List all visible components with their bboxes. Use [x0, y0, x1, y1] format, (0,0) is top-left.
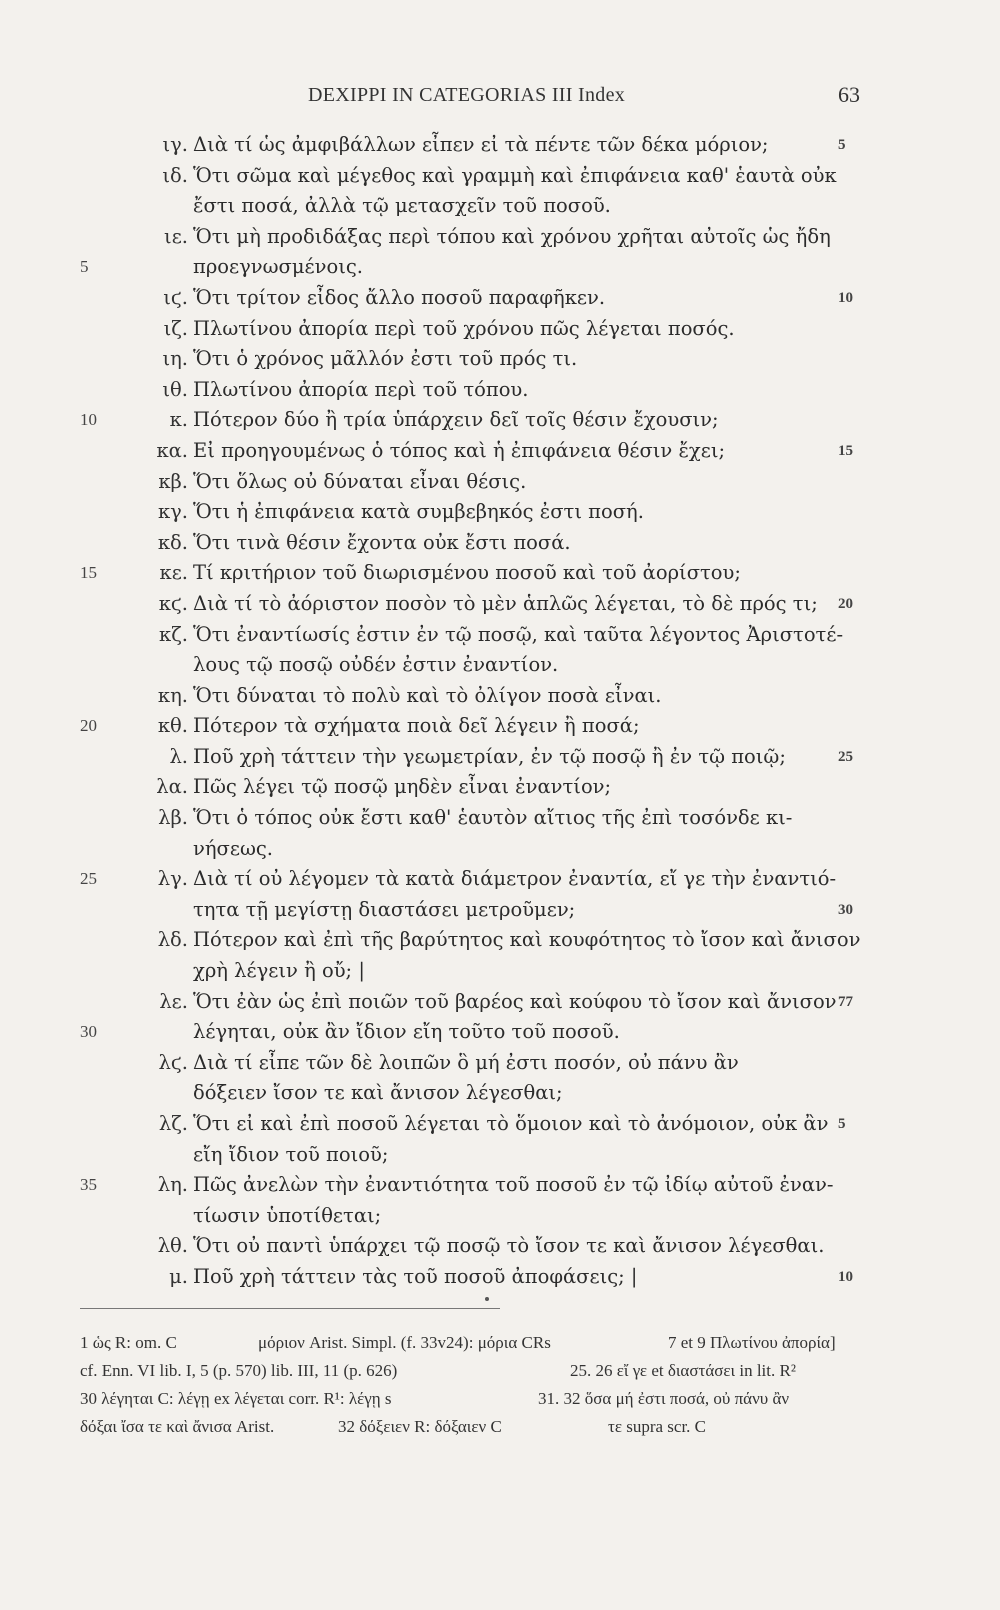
index-line — [0, 589, 1000, 620]
entry-number: κη. — [157, 683, 188, 707]
line-number-right: 20 — [838, 595, 853, 612]
index-line — [0, 1048, 1000, 1079]
line-number-left: 35 — [80, 1175, 97, 1195]
index-line — [0, 222, 1000, 253]
line-number-right: 5 — [838, 1116, 846, 1132]
entry-number: κζ. — [159, 622, 188, 646]
footnote-line — [80, 1357, 880, 1385]
line-number-right: 10 — [838, 289, 853, 306]
entry-text: Πότερον τὰ σχήματα ποιὰ δεῖ λέγειν ἢ ποσά; — [193, 714, 640, 738]
index-line — [0, 650, 1000, 681]
entry-text: Διὰ τί τὸ ἀόριστον ποσὸν τὸ μὲν ἁπλῶς λέγεται, τὸ δὲ πρός τι; — [193, 591, 818, 615]
index-line — [0, 1201, 1000, 1232]
index-line — [0, 772, 1000, 803]
entry-text: Διὰ τί οὐ λέγομεν τὰ κατὰ διάμετρον ἐναντία, εἴ γε τὴν ἐναντιό- — [193, 867, 837, 891]
entry-number: κβ. — [158, 469, 188, 493]
entry-number: λβ. — [158, 806, 188, 830]
entry-text: Ὅτι ἐὰν ὡς ἐπὶ ποιῶν τοῦ βαρέος καὶ κούφου τὸ ἴσον καὶ ἄνισον — [193, 989, 837, 1013]
entry-text: Ὅτι σῶμα καὶ μέγεθος καὶ γραμμὴ καὶ ἐπιφάνεια καθ' ἑαυτὰ οὐκ — [193, 163, 837, 187]
entry-text: χρὴ λέγειν ἢ οὔ; | — [193, 959, 365, 983]
entry-text: προεγνωσμένοις. — [193, 255, 363, 279]
entry-text: τίωσιν ὑποτίθεται; — [193, 1203, 382, 1227]
entry-number: ιδ. — [162, 163, 188, 187]
entry-text: νήσεως. — [193, 836, 273, 860]
index-line — [0, 1140, 1000, 1171]
entry-text: Ὅτι τινὰ θέσιν ἔχοντα οὐκ ἔστι ποσά. — [193, 530, 571, 554]
line-number-left: 5 — [80, 257, 89, 277]
entry-text: Πότερον δύο ἢ τρία ὑπάρχειν δεῖ τοῖς θέσιν ἔχουσιν; — [193, 408, 719, 432]
footnote-line — [80, 1329, 880, 1357]
entry-number: λδ. — [157, 928, 188, 952]
entry-number: λη. — [157, 1173, 188, 1197]
entry-number: κϛ. — [158, 591, 188, 615]
entry-text: Πλωτίνου ἀπορία περὶ τοῦ χρόνου πῶς λέγεται ποσός. — [193, 316, 735, 340]
entry-number: κα. — [156, 438, 188, 462]
footnotes — [80, 1329, 880, 1441]
index-line — [0, 895, 1000, 926]
index-line — [0, 987, 1000, 1018]
index-line — [0, 834, 1000, 865]
entry-number: λγ. — [157, 867, 188, 891]
line-number-left: 30 — [80, 1022, 97, 1042]
entry-number: λε. — [159, 989, 188, 1013]
footnote-segment: μόριον Arist. Simpl. (f. 33v24): μόρια CRs — [258, 1333, 551, 1352]
entry-text: λέγηται, οὐκ ἂν ἴδιον εἴη τοῦτο τοῦ ποσοῦ. — [193, 1020, 620, 1044]
entry-number: κγ. — [157, 500, 188, 524]
entry-number: λθ. — [157, 1234, 188, 1258]
line-number-right: 15 — [838, 442, 853, 459]
entry-text: Ὅτι οὐ παντὶ ὑπάρχει τῷ ποσῷ τὸ ἴσον τε καὶ ἄνισον λέγεσθαι. — [193, 1234, 825, 1258]
page-header — [0, 84, 1000, 114]
entry-number: ιγ. — [162, 133, 188, 156]
index-line — [0, 711, 1000, 742]
entry-text: τητα τῇ μεγίστῃ διαστάσει μετροῦμεν; — [193, 897, 576, 921]
index-line — [0, 1231, 1000, 1262]
index-line — [0, 375, 1000, 406]
index-line — [0, 1262, 1000, 1293]
line-number-right: 77 — [838, 993, 853, 1010]
index-line — [0, 191, 1000, 222]
line-number-right: 30 — [838, 901, 853, 918]
index-line — [0, 252, 1000, 283]
entry-text: Πότερον καὶ ἐπὶ τῆς βαρύτητος καὶ κουφότητος τὸ ἴσον καὶ ἄνισον — [193, 928, 861, 952]
entry-number: κ. — [169, 408, 188, 432]
entry-number: ιη. — [162, 347, 188, 371]
index-line — [0, 283, 1000, 314]
footnote-segment: 25. 26 εἴ γε et διαστάσει in lit. R² — [570, 1361, 796, 1380]
entry-number: λζ. — [158, 1112, 188, 1135]
index-entries — [0, 130, 1000, 1293]
index-line — [0, 405, 1000, 436]
index-line — [0, 803, 1000, 834]
entry-text: Ποῦ χρὴ τάττειν τὰς τοῦ ποσοῦ ἀποφάσεις; | — [193, 1264, 638, 1288]
footnote-segment: τε supra scr. C — [608, 1417, 707, 1436]
entry-text: Ὅτι ἡ ἐπιφάνεια κατὰ συμβεβηκός ἐστι ποσή. — [193, 500, 644, 524]
entry-text: Διὰ τί ὡς ἀμφιβάλλων εἶπεν εἰ τὰ πέντε τῶν δέκα μόριον; — [193, 133, 769, 156]
index-line — [0, 864, 1000, 895]
entry-text: Ὅτι τρίτον εἶδος ἄλλο ποσοῦ παραφῆκεν. — [193, 285, 606, 309]
entry-text: Διὰ τί εἶπε τῶν δὲ λοιπῶν ὃ μή ἐστι ποσόν, οὐ πάνυ ἂν — [193, 1050, 739, 1074]
line-number-right: 10 — [838, 1268, 853, 1285]
entry-text: λους τῷ ποσῷ οὐδέν ἐστιν ἐναντίον. — [193, 653, 559, 677]
entry-number: λϛ. — [158, 1050, 188, 1074]
footnote-segment: 31. 32 ὅσα μή ἐστι ποσά, οὐ πάνυ ἂν — [538, 1389, 790, 1408]
entry-text: δόξειεν ἴσον τε καὶ ἄνισον λέγεσθαι; — [193, 1081, 563, 1105]
footnote-line — [80, 1413, 880, 1441]
entry-number: λα. — [156, 775, 188, 799]
index-line — [0, 344, 1000, 375]
index-line — [0, 528, 1000, 559]
index-line — [0, 436, 1000, 467]
line-number-right: 5 — [838, 137, 846, 153]
entry-text: Ὅτι ἐναντίωσίς ἐστιν ἐν τῷ ποσῷ, καὶ ταῦτα λέγοντος Ἀριστοτέ- — [193, 622, 844, 646]
entry-text: Πῶς ἀνελὼν τὴν ἐναντιότητα τοῦ ποσοῦ ἐν τῷ ἰδίῳ αὐτοῦ ἐναν- — [193, 1173, 834, 1197]
entry-number: μ. — [169, 1264, 188, 1288]
index-line — [0, 620, 1000, 651]
entry-number: κε. — [159, 561, 188, 585]
entry-text: ἔστι ποσά, ἀλλὰ τῷ μετασχεῖν τοῦ ποσοῦ. — [193, 194, 611, 218]
line-number-left: 15 — [80, 563, 97, 583]
index-line — [0, 1078, 1000, 1109]
entry-text: Πλωτίνου ἀπορία περὶ τοῦ τόπου. — [193, 377, 529, 401]
footnote-segment: cf. Enn. VI lib. I, 5 (p. 570) lib. III, 11 (p. 626) — [80, 1361, 398, 1380]
footnote-segment: δόξαι ἴσα τε καὶ ἄνισα Arist. — [80, 1417, 275, 1436]
line-number-right: 25 — [838, 748, 853, 765]
entry-number: ιζ. — [163, 316, 188, 340]
footnote-line — [80, 1385, 880, 1413]
index-line — [0, 130, 1000, 161]
entry-text: Πῶς λέγει τῷ ποσῷ μηδὲν εἶναι ἐναντίον; — [193, 775, 612, 799]
line-number-left: 10 — [80, 410, 97, 430]
index-line — [0, 558, 1000, 589]
entry-number: ιε. — [164, 224, 188, 248]
entry-text: Ὅτι ὅλως οὐ δύναται εἶναι θέσις. — [193, 469, 527, 493]
index-line — [0, 1170, 1000, 1201]
index-line — [0, 314, 1000, 345]
entry-text: εἴη ἴδιον τοῦ ποιοῦ; — [193, 1142, 389, 1166]
entry-text: Ποῦ χρὴ τάττειν τὴν γεωμετρίαν, ἐν τῷ ποσῷ ἢ ἐν τῷ ποιῷ; — [193, 744, 786, 768]
entry-number: ιϛ. — [163, 285, 188, 309]
entry-text: Ὅτι ὁ τόπος οὐκ ἔστι καθ' ἑαυτὸν αἴτιος τῆς ἐπὶ τοσόνδε κι- — [193, 806, 793, 830]
entry-number: κδ. — [157, 530, 188, 554]
index-line — [0, 161, 1000, 192]
index-line — [0, 1017, 1000, 1048]
index-line — [0, 956, 1000, 987]
entry-number: λ. — [169, 744, 188, 768]
entry-text: Τί κριτήριον τοῦ διωρισμένου ποσοῦ καὶ τοῦ ἀορίστου; — [193, 561, 741, 585]
index-line — [0, 467, 1000, 498]
entry-text: Ὅτι δύναται τὸ πολὺ καὶ τὸ ὀλίγον ποσὰ εἶναι. — [193, 683, 662, 707]
entry-number: ιθ. — [162, 377, 188, 401]
footnote-segment: 1 ὡς R: om. C — [80, 1333, 177, 1352]
footnote-segment: 30 λέγηται C: λέγῃ ex λέγεται corr. R¹: λέγῃ s — [80, 1389, 392, 1408]
line-number-left: 25 — [80, 869, 97, 889]
index-line — [0, 681, 1000, 712]
running-title: DEXIPPI IN CATEGORIAS III Index — [308, 84, 626, 106]
entry-text: Ὅτι ὁ χρόνος μᾶλλόν ἐστι τοῦ πρός τι. — [193, 347, 578, 371]
entry-text: Ὅτι μὴ προδιδάξας περὶ τόπου καὶ χρόνου χρῆται αὐτοῖς ὡς ἤδη — [193, 224, 831, 248]
index-line — [0, 1109, 1000, 1140]
footnote-rule — [80, 1308, 500, 1309]
line-number-left: 20 — [80, 716, 97, 736]
footnote-ornament — [485, 1297, 489, 1301]
footnote-segment: 7 et 9 Πλωτίνου ἀπορία] — [668, 1333, 836, 1352]
entry-number: κθ. — [157, 714, 188, 738]
footnote-segment: 32 δόξειεν R: δόξαιεν C — [338, 1417, 502, 1436]
index-line — [0, 742, 1000, 773]
page-number: 63 — [838, 82, 860, 107]
entry-text: Ὅτι εἰ καὶ ἐπὶ ποσοῦ λέγεται τὸ ὅμοιον καὶ τὸ ἀνόμοιον, οὐκ ἂν — [193, 1112, 829, 1135]
entry-text: Εἰ προηγουμένως ὁ τόπος καὶ ἡ ἐπιφάνεια θέσιν ἔχει; — [193, 438, 726, 462]
index-line — [0, 497, 1000, 528]
index-line — [0, 925, 1000, 956]
